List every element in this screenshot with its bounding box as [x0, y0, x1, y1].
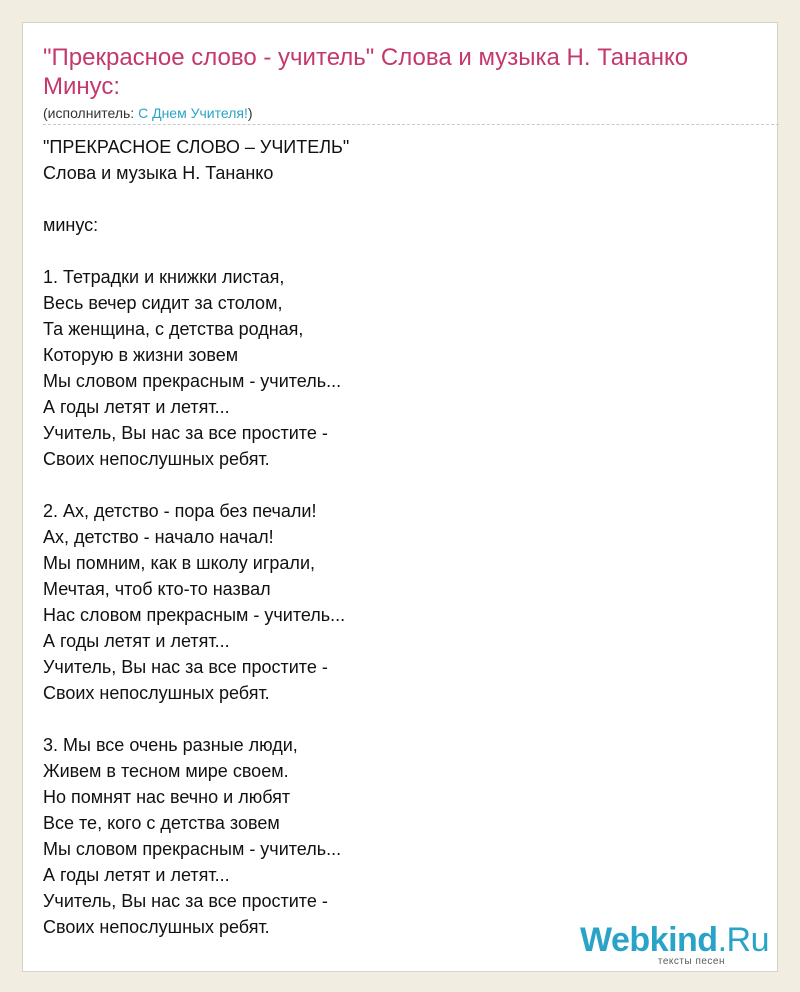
performer-suffix: ) — [247, 105, 253, 121]
lyrics-card — [22, 22, 778, 972]
performer-line — [43, 104, 253, 122]
performer-link[interactable]: С Днем Учителя! — [138, 105, 248, 121]
dashed-divider — [43, 124, 779, 125]
watermark-tagline: тексты песен — [657, 956, 725, 967]
song-title: "Прекрасное слово - учитель" Слова и музыка Н. Тананко Минус: — [43, 44, 689, 100]
performer-prefix: (исполнитель: — [43, 105, 139, 121]
lyrics-text: "ПРЕКРАСНОЕ СЛОВО – УЧИТЕЛЬ" Слова и музыка Н. Тананко минус: 1. Тетрадки и книжки листая, Весь вечер сидит за столом, Та женщина, с детства родная, Которую в жизни зовем Мы словом прекрасным - учитель... А годы летят и летят... Учитель, Вы нас за все простите - Своих непослушных ребят. 2. Ах, детство - пора без печали! Ах, детство - начало начал! Мы помним, как в школу играли, Мечтая, чтоб кто-то назвал Нас словом прекрасным - учитель... А годы летят и летят... Учитель, Вы нас за все простите - Своих непослушных ребят. 3. Мы все очень разные люди, Живем в тесном мире своем. Но помнят нас вечно и любят Все те, кого с детства зовем Мы словом прекрасным - учитель... А годы летят и летят... Учитель, Вы нас за все простите - Своих непослушных ребят. — [43, 137, 350, 937]
watermark-logo — [580, 923, 769, 957]
watermark-brand: Webkind — [580, 921, 718, 959]
webkind-watermark[interactable] — [569, 923, 769, 967]
watermark-tld: .Ru — [717, 921, 769, 959]
